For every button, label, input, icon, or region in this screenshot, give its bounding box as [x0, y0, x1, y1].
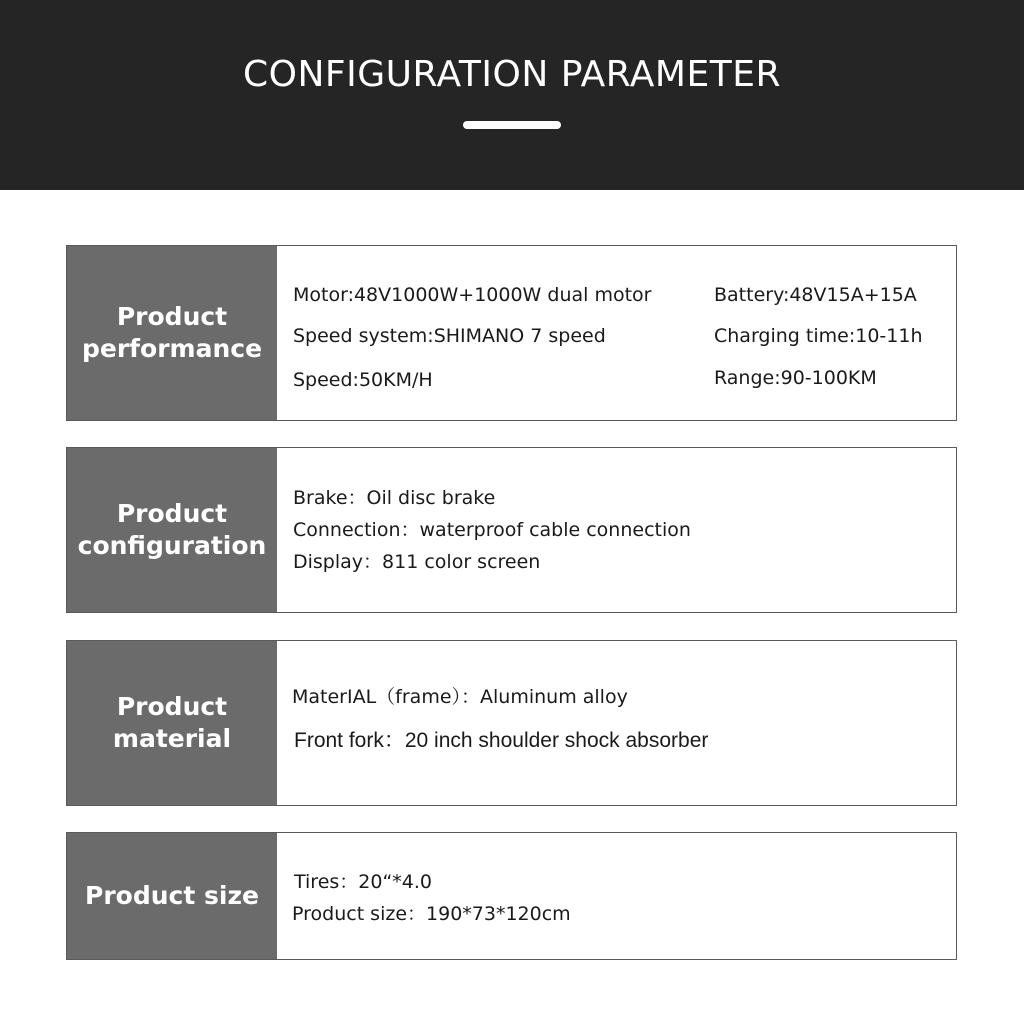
spec-frame-material: MaterIAL（frame）：Aluminum alloy [292, 686, 628, 708]
section-label [67, 246, 277, 420]
spec-charging-time: Charging time:10-11h [714, 325, 923, 347]
section-body [277, 448, 956, 612]
spec-motor: Motor:48V1000W+1000W dual motor [293, 284, 652, 306]
section-body [277, 246, 956, 420]
spec-front-fork: Front fork：20 inch shoulder shock absorber [294, 729, 709, 752]
page-title: CONFIGURATION PARAMETER [243, 54, 781, 95]
title-underline [463, 121, 561, 129]
section-label-line: Product [116, 302, 228, 331]
spec-tires: Tires：20“*4.0 [294, 871, 433, 893]
spec-product-size: Product size：190*73*120cm [292, 903, 571, 925]
section-product-performance [66, 245, 957, 421]
spec-brake: Brake：Oil disc brake [293, 487, 496, 509]
spec-battery: Battery:48V15A+15A [714, 284, 917, 306]
section-label [67, 448, 277, 612]
section-label-line: performance [81, 334, 263, 363]
section-label-line: material [112, 724, 232, 753]
section-label-line: Product [116, 692, 228, 721]
section-label-line: Product size [85, 881, 259, 910]
section-label-line: Product [116, 499, 228, 528]
spec-display: Display：811 color screen [293, 551, 541, 573]
spec-speed-system: Speed system:SHIMANO 7 speed [293, 325, 606, 347]
section-product-size [66, 832, 957, 960]
section-label-line: configuration [77, 531, 267, 560]
section-body [277, 641, 956, 805]
section-label [67, 833, 277, 959]
section-product-configuration [66, 447, 957, 613]
spec-speed: Speed:50KM/H [293, 369, 433, 391]
header-banner [0, 0, 1024, 190]
spec-range: Range:90-100KM [714, 367, 877, 389]
section-body [277, 833, 956, 959]
section-label [67, 641, 277, 805]
spec-connection: Connection：waterproof cable connection [293, 519, 691, 541]
section-product-material [66, 640, 957, 806]
